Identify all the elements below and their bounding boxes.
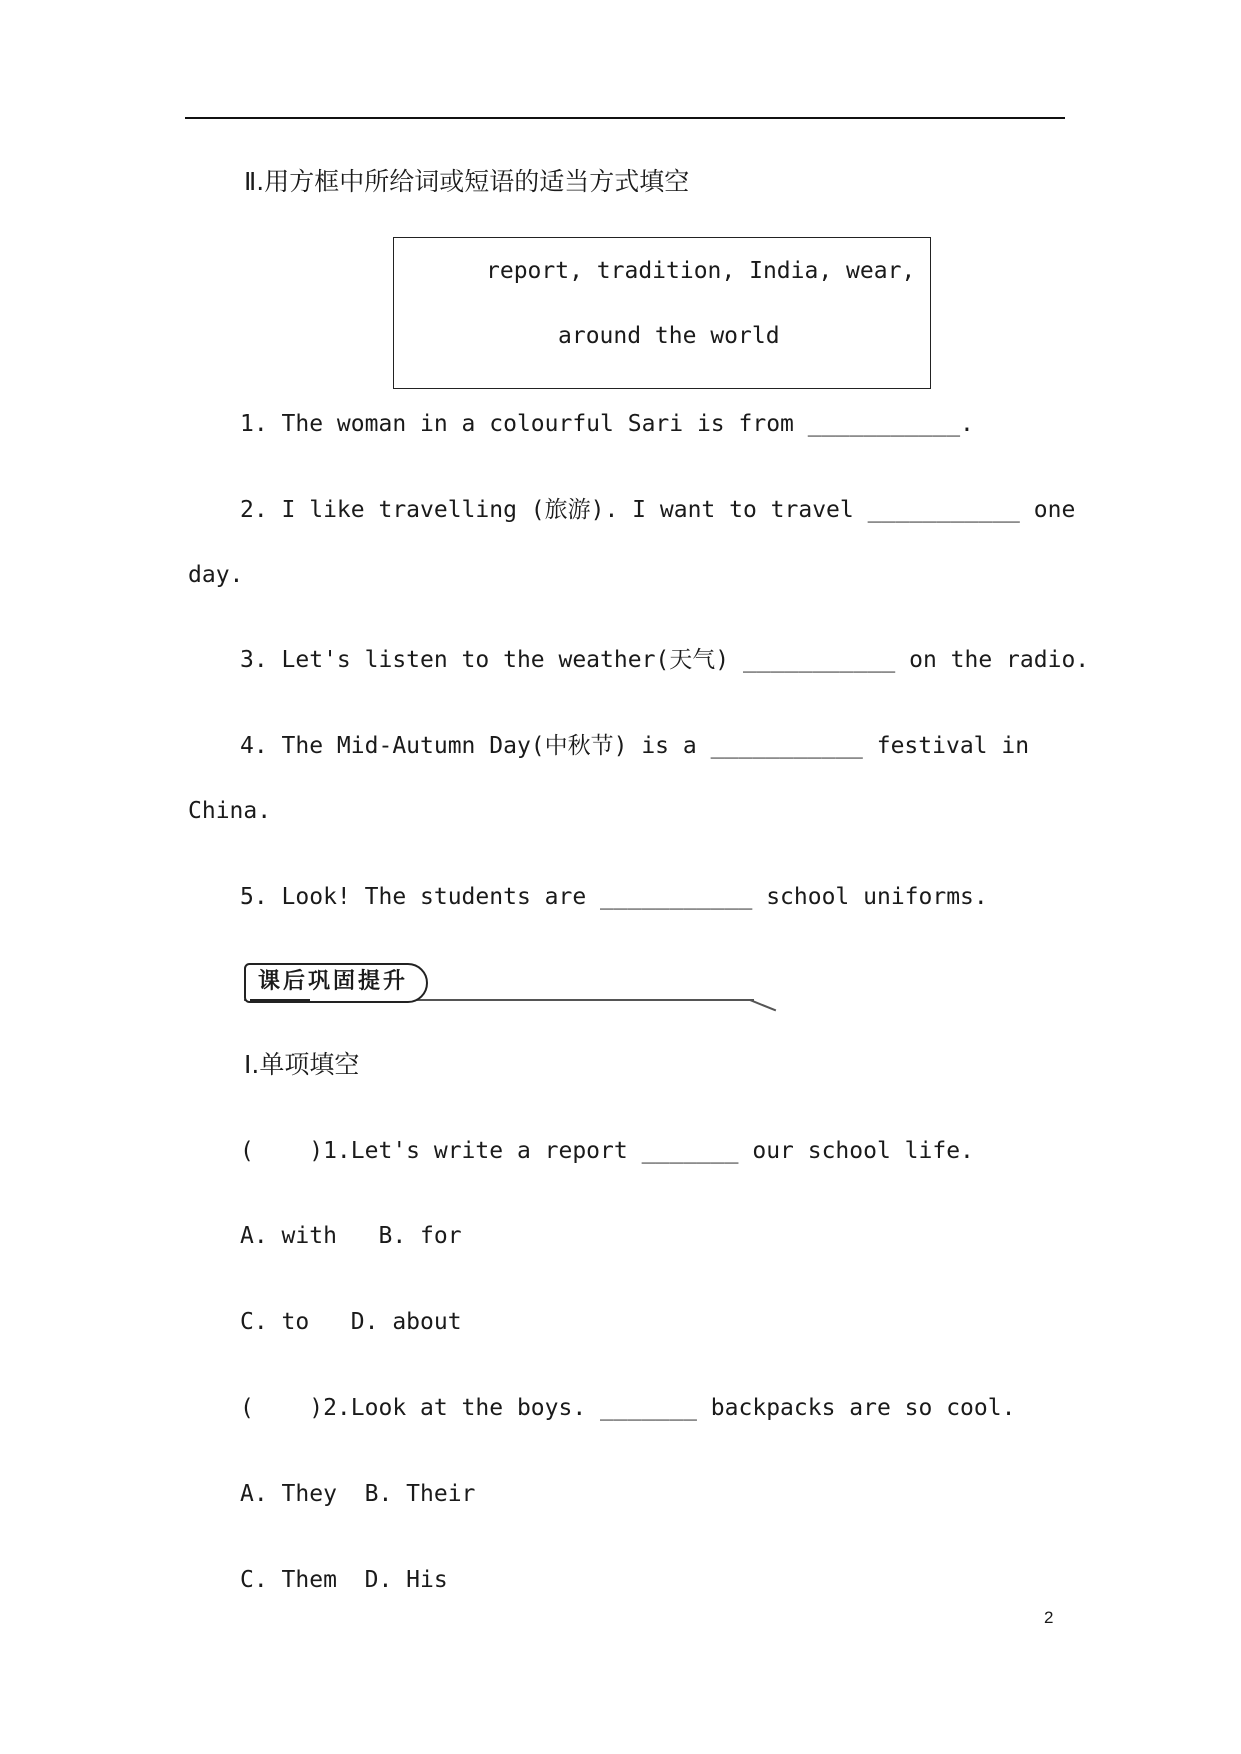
section-1-heading: Ⅰ.单项填空 [244,1050,360,1079]
mc-item-2-stem: ( )2.Look at the boys. _______ backpacks are so cool. [240,1395,1016,1421]
mc-item-1-options-cd: C. to D. about [240,1309,462,1335]
header-rule [185,117,1065,119]
word-box-line-1: report, tradition, India, wear, [486,258,916,284]
mc-item-1-stem: ( )1.Let's write a report _______ our school life. [240,1138,974,1164]
fill-item-4: 4. The Mid-Autumn Day(中秋节) is a ___________ festival in [240,733,1030,759]
mc-item-2-options-cd: C. Them D. His [240,1567,448,1593]
fill-item-5: 5. Look! The students are ___________ school uniforms. [240,884,988,910]
word-box [393,237,931,389]
word-box-line-2: around the world [558,323,780,349]
banner-rule-tail [750,999,777,1011]
section-2-heading: Ⅱ.用方框中所给词或短语的适当方式填空 [244,167,690,196]
section-banner [244,963,784,1013]
mc-item-2-options-ab: A. They B. Their [240,1481,476,1507]
fill-item-2: 2. I like travelling (旅游). I want to travel ___________ one [240,497,1076,523]
mc-item-1-options-ab: A. with B. for [240,1223,462,1249]
page-number: 2 [1044,1608,1054,1627]
fill-item-3: 3. Let's listen to the weather(天气) ___________ on the radio. [240,647,1090,673]
fill-item-2-continued: day. [188,562,244,588]
banner-title: 课后巩固提升 [244,963,428,1003]
fill-item-1: 1. The woman in a colourful Sari is from ___________. [240,411,974,437]
banner-underline [250,999,310,1002]
fill-item-4-continued: China. [188,798,272,824]
